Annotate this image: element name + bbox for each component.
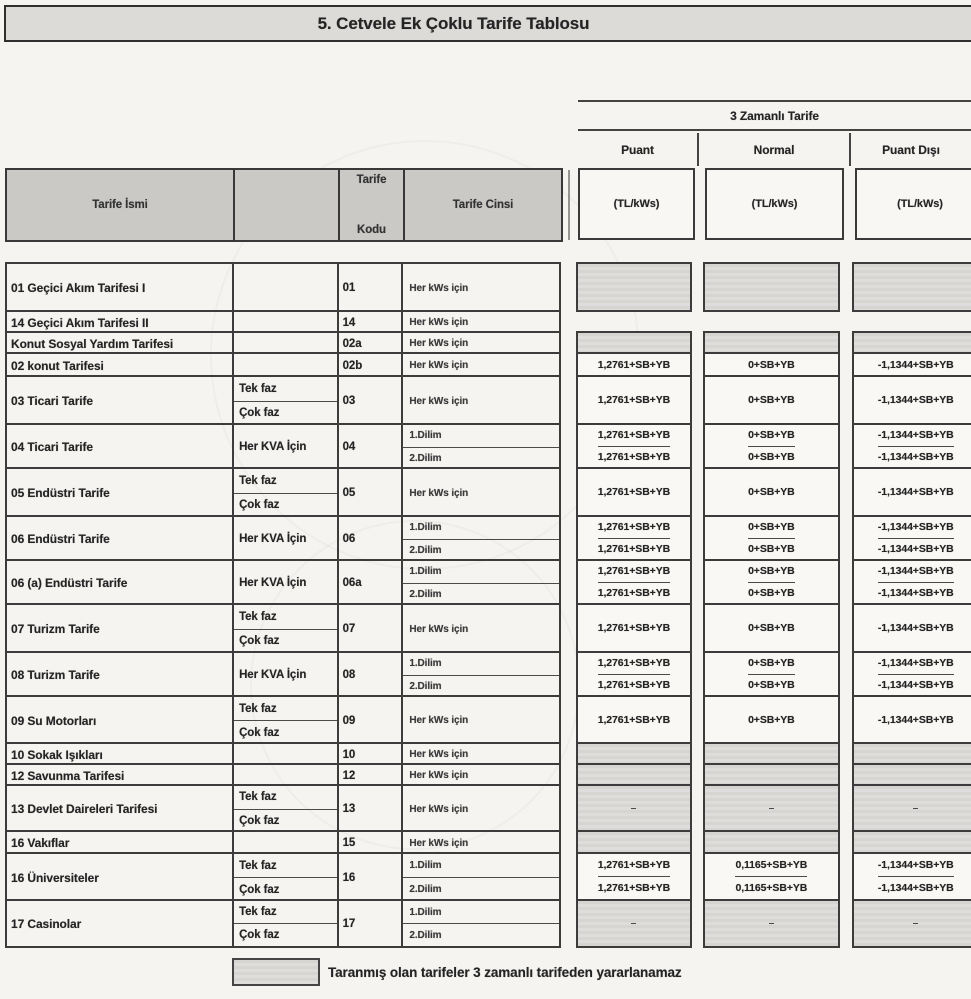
shaded-sub [769,808,774,831]
tariff-code-cell: 08 [337,651,402,697]
tariff-phase-cell [232,830,337,854]
column-gap [692,262,703,312]
tariff-phase-cell: Her KVA İçin [232,559,337,605]
value-sub: -1,1344+SB+YB [877,521,954,534]
tariff-row [5,262,971,312]
tariff-phase-cell [232,467,337,517]
tariff-table-body [5,262,971,948]
tariff-cinsi-cell: Her kWs için [401,742,560,765]
column-gap [840,695,852,744]
column-gap [692,763,703,786]
cinsi-dilim: 2.Dilim [403,877,558,901]
value-cell-normal [703,515,839,561]
tariff-row [5,603,971,653]
column-gap [692,352,703,377]
column-gap [561,603,576,653]
tariff-phase-cell [232,852,337,901]
value-sub: 1,2761+SB+YB [597,657,671,670]
value-cell-puant [576,763,693,786]
column-gap [561,262,576,312]
value-cell-normal [703,651,839,697]
tariff-row [5,742,971,765]
value-cell-normal: 0+SB+YB [703,467,839,517]
column-gap [561,331,576,354]
value-cell-normal: 0+SB+YB [703,352,839,377]
value-cell-pd [852,262,971,312]
column-gap [692,695,703,744]
tariff-name-cell: 13 Devlet Daireleri Tarifesi [5,784,232,832]
tariff-code-cell: 17 [337,899,402,948]
cinsi-dilim: 1.Dilim [409,658,442,670]
column-gap [692,467,703,517]
value-cell-pd [852,423,971,469]
header-tarife-cinsi: Tarife Cinsi [403,170,561,240]
shaded-sub [631,923,636,946]
value-sub: -1,1344+SB+YB [878,582,954,604]
value-sub: 1,2761+SB+YB [597,565,671,578]
value-cell-pd [852,763,971,786]
value-cell-normal [703,331,839,354]
tariff-name-cell: 09 Su Motorları [5,695,232,744]
column-header-puant-disi: Puant Dışı [849,133,971,166]
phase-option: Tek faz [239,906,277,918]
column-gap [840,899,852,948]
column-gap [692,559,703,605]
value-cell-pd: -1,1344+SB+YB [852,695,971,744]
tariff-name-cell: 16 Vakıflar [5,830,232,854]
value-cell-pd [852,651,971,697]
column-gap [561,651,576,697]
value-cell-pd [852,784,971,832]
column-gap [840,603,852,653]
value-cell-normal: 0+SB+YB [703,695,839,744]
tariff-row [5,331,971,354]
shaded-sub [631,901,636,923]
value-sub: 1,2761+SB+YB [598,582,670,604]
value-cell-normal [703,899,839,948]
value-cell-normal [703,262,839,312]
value-cell-puant [576,742,693,765]
column-gap [840,310,852,333]
value-cell-puant [576,784,693,832]
value-cell-normal: 0+SB+YB [703,375,839,425]
tariff-code-cell: 12 [337,763,402,786]
tariff-name-cell: 14 Geçici Akım Tarifesi II [5,310,232,333]
value-sub: 0+SB+YB [748,565,795,578]
document-title-bar [4,5,971,42]
cinsi-dilim: 1.Dilim [409,430,442,442]
value-sub: 1,2761+SB+YB [598,538,670,560]
value-cell-puant [576,423,693,469]
column-header-puant: Puant [621,142,654,157]
shaded-sub [913,901,918,923]
tariff-code-cell: 06a [337,559,402,605]
value-cell-puant [576,651,693,697]
column-gap [692,784,703,832]
value-cell-puant [576,262,693,312]
phase-option: Tek faz [239,791,277,804]
column-gap [840,262,852,312]
tariff-row [5,830,971,854]
phase-option: Çok faz [234,493,337,518]
tariff-row [5,559,971,605]
value-sub: 0+SB+YB [748,538,795,560]
value-cell-puant [576,515,693,561]
value-cell-normal [703,423,839,469]
tariff-code-cell: 02a [337,331,402,354]
tariff-code-cell: 14 [337,310,402,333]
tariff-row [5,784,971,832]
value-cell-puant [576,830,693,854]
tariff-cinsi-cell [401,515,560,561]
value-cell-pd [852,742,971,765]
column-gap [692,375,703,425]
tariff-code-cell: 03 [337,375,402,425]
column-gap [692,331,703,354]
column-gap [692,423,703,469]
group-header-label: 3 Zamanlı Tarife [730,108,819,123]
value-sub: -1,1344+SB+YB [878,876,954,899]
tariff-row [5,423,971,469]
tariff-phase-cell [232,899,337,948]
column-gap [692,852,703,901]
page-title: 5. Cetvele Ek Çoklu Tarife Tablosu [317,13,590,33]
tariff-row [5,695,971,744]
value-cell-puant: 1,2761+SB+YB [576,375,693,425]
value-cell-normal [703,742,839,765]
column-gap [561,559,576,605]
tariff-name-cell: 16 Üniversiteler [5,852,232,901]
tariff-phase-cell [232,262,337,312]
table-header [5,168,563,242]
column-gap [692,310,703,333]
shaded-sub [769,923,774,946]
value-sub: 0+SB+YB [748,429,795,442]
value-sub: 0,1165+SB+YB [735,859,808,871]
column-gap [840,830,852,854]
tariff-cinsi-cell [401,423,560,469]
value-sub: 1,2761+SB+YB [598,876,670,899]
column-gap [561,352,576,377]
tariff-name-cell: 06 (a) Endüstri Tarife [5,559,232,605]
value-sub: -1,1344+SB+YB [877,429,954,442]
cinsi-dilim: 1.Dilim [409,522,442,534]
shaded-sub [913,786,918,808]
tariff-cinsi-cell: Her kWs için [401,695,560,744]
column-gap [840,559,852,605]
column-gap [561,515,576,561]
column-gap [840,352,852,377]
tariff-name-cell: 10 Sokak Işıkları [5,742,232,765]
column-gap [840,467,852,517]
tariff-code-cell: 05 [337,467,402,517]
tariff-name-cell: 12 Savunma Tarifesi [5,763,232,786]
legend [232,958,682,986]
column-gap [561,467,576,517]
tariff-name-cell: 05 Endüstri Tarife [5,467,232,517]
tariff-code-cell: 16 [337,852,402,901]
tariff-phase-cell [232,310,337,333]
column-gap [561,375,576,425]
value-sub: 0+SB+YB [748,657,795,670]
value-cell-pd [852,830,971,854]
column-gap [840,763,852,786]
tariff-row [5,375,971,425]
tariff-name-cell: 06 Endüstri Tarife [5,515,232,561]
tariff-row [5,852,971,901]
column-gap [840,852,852,901]
header-kodu-top: Tarife [356,174,387,186]
value-cell-pd: -1,1344+SB+YB [852,375,971,425]
tariff-name-cell: 04 Ticari Tarife [5,423,232,469]
unit-box-puant-disi: (TL/kWs) [855,168,971,240]
value-sub: 1,2761+SB+YB [598,446,670,468]
value-cell-normal [703,559,839,605]
tariff-name-cell: 01 Geçici Akım Tarifesi I [5,262,232,312]
value-cell-pd [852,559,971,605]
column-gap [692,899,703,948]
tariff-cinsi-cell: Her kWs için [401,763,560,786]
phase-option: Tek faz [239,382,277,395]
tariff-phase-cell [232,695,337,744]
phase-option: Çok faz [234,877,337,901]
shaded-sub [631,808,636,831]
column-gap [692,603,703,653]
tariff-phase-cell [232,603,337,653]
tariff-name-cell: 17 Casinolar [5,899,232,948]
tariff-row [5,763,971,786]
tariff-row [5,899,971,948]
tariff-cinsi-cell [401,651,560,697]
cinsi-dilim: 2.Dilim [403,447,558,470]
shaded-sub [769,901,774,923]
tariff-row [5,651,971,697]
column-gap [840,423,852,469]
tariff-phase-cell [232,375,337,425]
value-sub: 0+SB+YB [748,521,795,534]
phase-option: Tek faz [239,859,277,872]
value-cell-puant: 1,2761+SB+YB [576,352,693,377]
tariff-code-cell: 09 [337,695,402,744]
column-header-normal: Normal [697,133,849,166]
value-cell-pd [852,899,971,948]
value-cell-puant [576,899,693,948]
value-cell-pd [852,331,971,354]
tariff-phase-cell: Her KVA İçin [232,515,337,561]
value-cell-pd [852,852,971,901]
column-gap [561,310,576,333]
value-sub: 0+SB+YB [748,446,795,468]
value-cell-pd: -1,1344+SB+YB [852,467,971,517]
shaded-sub [769,786,774,808]
value-sub: 1,2761+SB+YB [597,429,671,442]
value-cell-puant: 1,2761+SB+YB [576,695,693,744]
tariff-cinsi-cell: Her kWs için [401,784,560,832]
shaded-legend-swatch [232,958,320,986]
tariff-cinsi-cell: Her kWs için [401,310,560,333]
header-tarife-kodu [338,170,403,240]
tariff-phase-cell [232,784,337,832]
phase-option: Çok faz [234,401,337,426]
value-sub: -1,1344+SB+YB [877,657,954,670]
tariff-cinsi-cell: Her kWs için [401,467,560,517]
column-gap [561,830,576,854]
tariff-phase-cell [232,352,337,377]
column-gap [561,423,576,469]
value-cell-pd [852,515,971,561]
column-gap [840,742,852,765]
header-empty-cell [233,170,338,240]
value-cell-normal: 0+SB+YB [703,603,839,653]
tariff-name-cell: 07 Turizm Tarife [5,603,232,653]
legend-text: Taranmış olan tarifeler 3 zamanlı tarifeden yararlanamaz [328,964,682,980]
column-gap [561,742,576,765]
column-gap [561,899,576,948]
cinsi-dilim: 2.Dilim [403,583,558,606]
value-sub: 0,1165+SB+YB [735,876,807,899]
value-sub: -1,1344+SB+YB [878,538,954,560]
value-sub: 0+SB+YB [748,582,795,604]
tariff-code-cell: 07 [337,603,402,653]
column-gap [692,830,703,854]
value-cell-normal [703,763,839,786]
value-sub: -1,1344+SB+YB [877,565,954,578]
phase-option: Tek faz [239,610,277,623]
cinsi-dilim: 2.Dilim [403,923,558,946]
value-sub: 1,2761+SB+YB [597,521,671,534]
cinsi-dilim: 2.Dilim [403,675,558,698]
shaded-sub [913,923,918,946]
value-sub: -1,1344+SB+YB [878,674,954,696]
tariff-name-cell: 03 Ticari Tarife [5,375,232,425]
column-gap [840,331,852,354]
unit-box-puant: (TL/kWs) [578,168,695,240]
shaded-sub [631,786,636,808]
cinsi-dilim: 2.Dilim [403,539,558,562]
tariff-phase-cell: Her KVA İçin [232,423,337,469]
tariff-name-cell: 02 konut Tarifesi [5,352,232,377]
value-sub: 1,2761+SB+YB [598,674,670,696]
column-gap [561,784,576,832]
column-gap [840,515,852,561]
column-gap [692,651,703,697]
phase-option: Çok faz [234,720,337,744]
tariff-name-cell: Konut Sosyal Yardım Tarifesi [5,331,232,354]
value-cell-puant: 1,2761+SB+YB [576,603,693,653]
column-gap [561,852,576,901]
tariff-cinsi-cell: Her kWs için [401,830,560,854]
phase-option: Çok faz [234,923,337,946]
phase-option: Çok faz [234,809,337,833]
value-cell-puant [576,559,693,605]
tariff-code-cell: 06 [337,515,402,561]
column-gap [561,763,576,786]
value-cell-pd: -1,1344+SB+YB [852,603,971,653]
tariff-cinsi-cell: Her kWs için [401,262,560,312]
tariff-name-cell: 08 Turizm Tarife [5,651,232,697]
phase-option: Tek faz [239,702,277,715]
tariff-phase-cell: Her KVA İçin [232,651,337,697]
tariff-phase-cell [232,331,337,354]
tariff-cinsi-cell [401,899,560,948]
value-cell-pd: -1,1344+SB+YB [852,352,971,377]
tariff-code-cell: 02b [337,352,402,377]
tariff-code-cell: 01 [337,262,402,312]
tariff-phase-cell [232,742,337,765]
cinsi-dilim: 1.Dilim [409,906,442,918]
tariff-code-cell: 10 [337,742,402,765]
tariff-cinsi-cell [401,559,560,605]
tariff-row [5,352,971,377]
tariff-code-cell: 15 [337,830,402,854]
three-time-tariff-group-header [578,100,971,131]
header-tarife-ismi: Tarife İsmi [92,199,148,211]
value-sub: -1,1344+SB+YB [877,859,954,871]
header-kodu-bottom: Kodu [357,224,386,236]
cinsi-dilim: 1.Dilim [409,860,442,871]
unit-box-normal: (TL/kWs) [705,168,844,240]
cinsi-dilim: 1.Dilim [409,566,442,578]
value-cell-normal [703,784,839,832]
value-sub: 0+SB+YB [748,674,795,696]
value-cell-puant: 1,2761+SB+YB [576,467,693,517]
value-cell-normal [703,830,839,854]
column-gap [692,515,703,561]
phase-option: Tek faz [239,474,277,487]
header-divider-line [568,170,570,240]
tariff-code-cell: 13 [337,784,402,832]
column-gap [840,375,852,425]
shaded-sub [913,808,918,831]
tariff-cinsi-cell: Her kWs için [401,331,560,354]
tariff-row [5,310,971,333]
column-gap [561,695,576,744]
value-sub: -1,1344+SB+YB [878,446,954,468]
column-gap [840,784,852,832]
tariff-cinsi-cell: Her kWs için [401,352,560,377]
phase-option: Çok faz [234,629,337,654]
tariff-phase-cell [232,763,337,786]
tariff-row [5,515,971,561]
tariff-code-cell: 04 [337,423,402,469]
tariff-row [5,467,971,517]
column-gap [692,742,703,765]
value-cell-puant [576,331,693,354]
value-cell-puant [576,852,693,901]
value-column-headers [578,133,971,166]
column-gap [840,651,852,697]
value-cell-normal [703,852,839,901]
tariff-cinsi-cell: Her kWs için [401,375,560,425]
value-sub: 1,2761+SB+YB [597,859,671,871]
tariff-cinsi-cell: Her kWs için [401,603,560,653]
tariff-cinsi-cell [401,852,560,901]
